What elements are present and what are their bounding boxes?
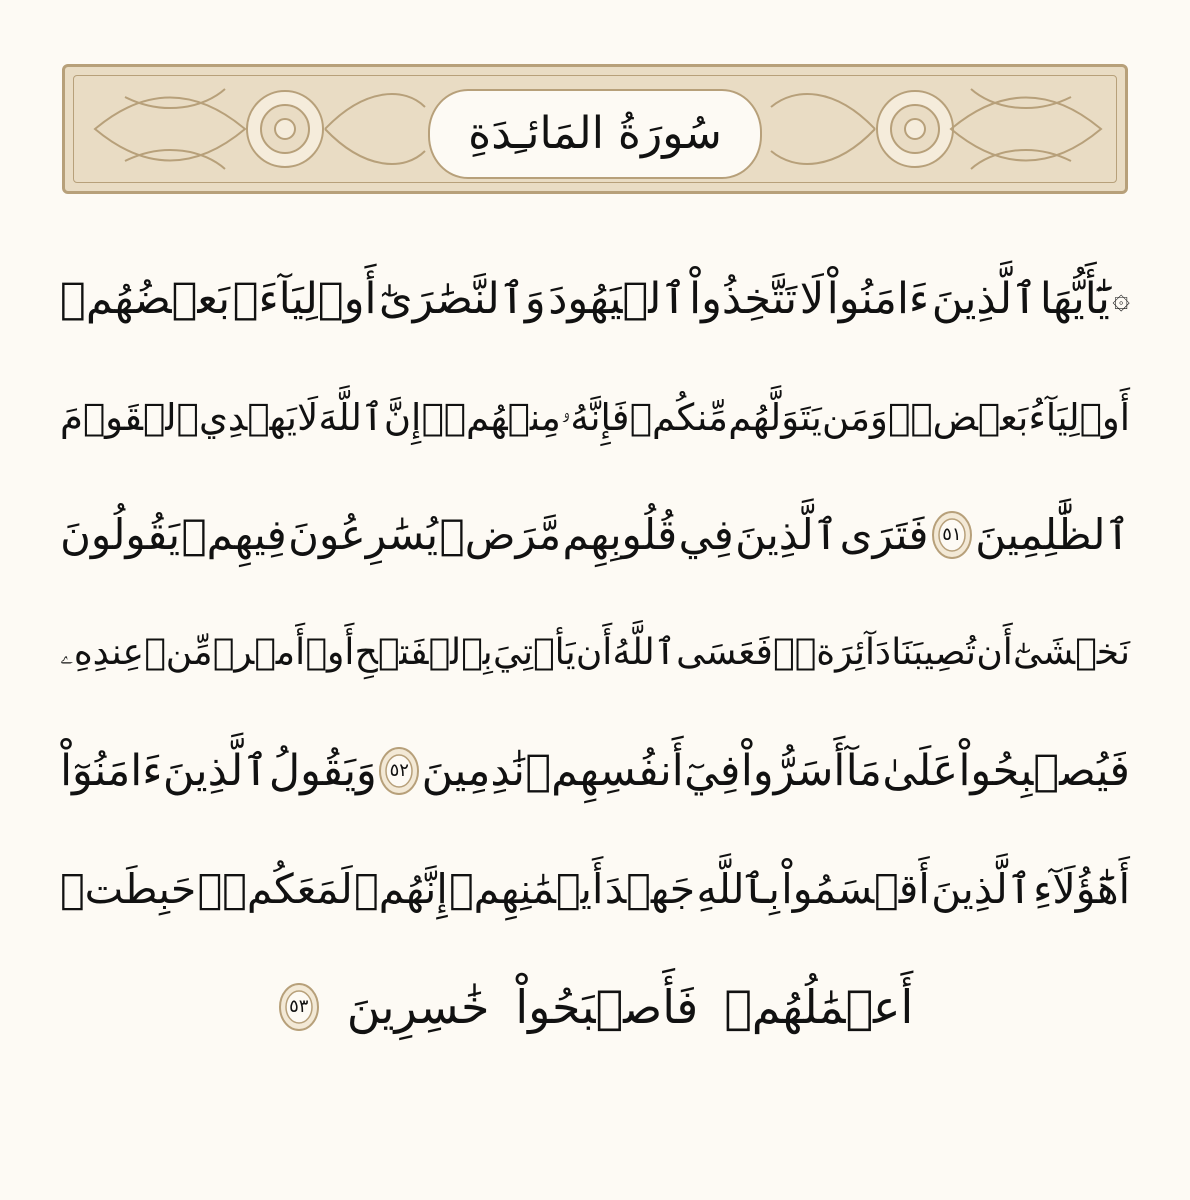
- verse-line: [60, 594, 1130, 712]
- word: إِنَّ: [383, 395, 422, 439]
- word: خَٰسِرِينَ: [346, 980, 490, 1034]
- surah-header-band: [62, 64, 1128, 194]
- word: ٱلظَّٰلِمِينَ: [975, 510, 1130, 559]
- word: عِندِهِۦ: [60, 632, 144, 673]
- word: فِي: [678, 510, 734, 559]
- word: أَوۡلِيَآءَۘ: [232, 273, 377, 324]
- word: تُصِيبَنَا: [891, 632, 977, 673]
- word: أَهَٰٓؤُلَآءِ: [1033, 864, 1130, 913]
- word: جَهۡدَ: [604, 864, 696, 913]
- word: لَا: [297, 395, 319, 439]
- verse-text-block: [60, 240, 1130, 1066]
- word: فَعَسَى: [676, 632, 773, 673]
- word: فَيُصۡبِحُواْ: [958, 745, 1130, 796]
- word: تَتَّخِذُواْ: [689, 273, 798, 324]
- word: فَإِنَّهُۥ: [561, 395, 630, 439]
- word: أَوۡ: [305, 632, 355, 673]
- word: بِٱللَّهِ: [696, 864, 780, 913]
- word: نَٰدِمِينَ: [421, 745, 525, 796]
- word: أَوۡلِيَآءُ: [1028, 395, 1130, 439]
- ayah-end-marker: [377, 745, 421, 797]
- word: ٱلَّذِينَ: [735, 510, 839, 559]
- word: ٱلَّذِينَ: [931, 864, 1032, 913]
- ayah-number: ٥٢: [389, 760, 409, 781]
- word: إِنَّهُمۡ: [354, 864, 448, 913]
- word: يَهۡدِي: [198, 395, 297, 439]
- verse-line: [60, 712, 1130, 830]
- word: ءَامَنُوٓاْ: [60, 745, 163, 796]
- word: ٱلَّذِينَ: [162, 745, 269, 796]
- verse-line: [60, 476, 1130, 594]
- word: دَآئِرَةٞۚ: [773, 632, 892, 673]
- surah-title: سُورَةُ المَائـِدَةِ: [468, 108, 722, 159]
- ayah-number: ٥١: [942, 524, 962, 545]
- word: وَٱلنَّصَٰرَىٰٓ: [378, 273, 546, 324]
- word: أَسَرُّواْ: [740, 745, 846, 796]
- word: لَمَعَكُمۡۚ: [197, 864, 353, 913]
- word: وَمَن: [822, 395, 888, 439]
- word: فِيهِمۡ: [181, 510, 287, 559]
- verse-line: [60, 358, 1130, 476]
- word: مِّنۡ: [144, 632, 213, 673]
- word: بَعۡضُهُمۡ: [60, 273, 231, 324]
- word: يَتَوَلَّهُم: [728, 395, 822, 439]
- word: ءَامَنُواْ: [826, 273, 930, 324]
- ayah-end-marker: [930, 509, 974, 561]
- word: فَأَصۡبَحُواْ: [515, 980, 699, 1034]
- word: ٱلۡقَوۡمَ: [60, 395, 199, 439]
- word: أَعۡمَٰلُهُمۡ: [724, 980, 914, 1034]
- word: نَخۡشَىٰٓ: [1013, 632, 1130, 673]
- word: أَقۡسَمُواْ: [781, 864, 930, 913]
- ayah-end-marker: [277, 981, 321, 1033]
- ayah-number: ٥٣: [289, 996, 309, 1017]
- verse-line: [60, 830, 1130, 948]
- word: ٱللَّهُ: [612, 632, 676, 673]
- word: أَمۡرٖ: [212, 632, 306, 673]
- word: ٱلۡيَهُودَ: [548, 273, 687, 324]
- word: مِنۡهُمۡۗ: [421, 395, 561, 439]
- word: يُسَٰرِعُونَ: [288, 510, 439, 559]
- word: أَنفُسِهِمۡ: [525, 745, 684, 796]
- word: فَتَرَى: [839, 510, 929, 559]
- word: أَن: [976, 632, 1013, 673]
- word: يَٰٓأَيُّهَا: [1039, 273, 1110, 324]
- word: ٱلَّذِينَ: [931, 273, 1038, 324]
- word: أَن: [575, 632, 613, 673]
- verse-line: [60, 948, 1130, 1066]
- word: وَيَقُولُ: [268, 745, 377, 796]
- verse-line: [60, 240, 1130, 358]
- word: فِيٓ: [684, 745, 741, 796]
- word: ٱللَّهَ: [318, 395, 384, 439]
- word: أَيۡمَٰنِهِمۡ: [449, 864, 604, 913]
- surah-title-cartouche: [428, 89, 762, 179]
- word: عَلَىٰ: [882, 745, 959, 796]
- word: بِٱلۡفَتۡحِ: [354, 632, 493, 673]
- word: مَآ: [845, 745, 882, 796]
- word: حَبِطَتۡ: [60, 864, 197, 913]
- hizb-mark: ۞: [1112, 281, 1130, 316]
- word: مِّنكُمۡ: [629, 395, 728, 439]
- word: يَقُولُونَ: [60, 510, 181, 559]
- word: مَّرَضٞ: [439, 510, 562, 559]
- word: يَأۡتِيَ: [492, 632, 576, 673]
- word: لَا: [799, 273, 825, 324]
- word: بَعۡضٖۚ: [888, 395, 1029, 439]
- word: قُلُوبِهِم: [562, 510, 678, 559]
